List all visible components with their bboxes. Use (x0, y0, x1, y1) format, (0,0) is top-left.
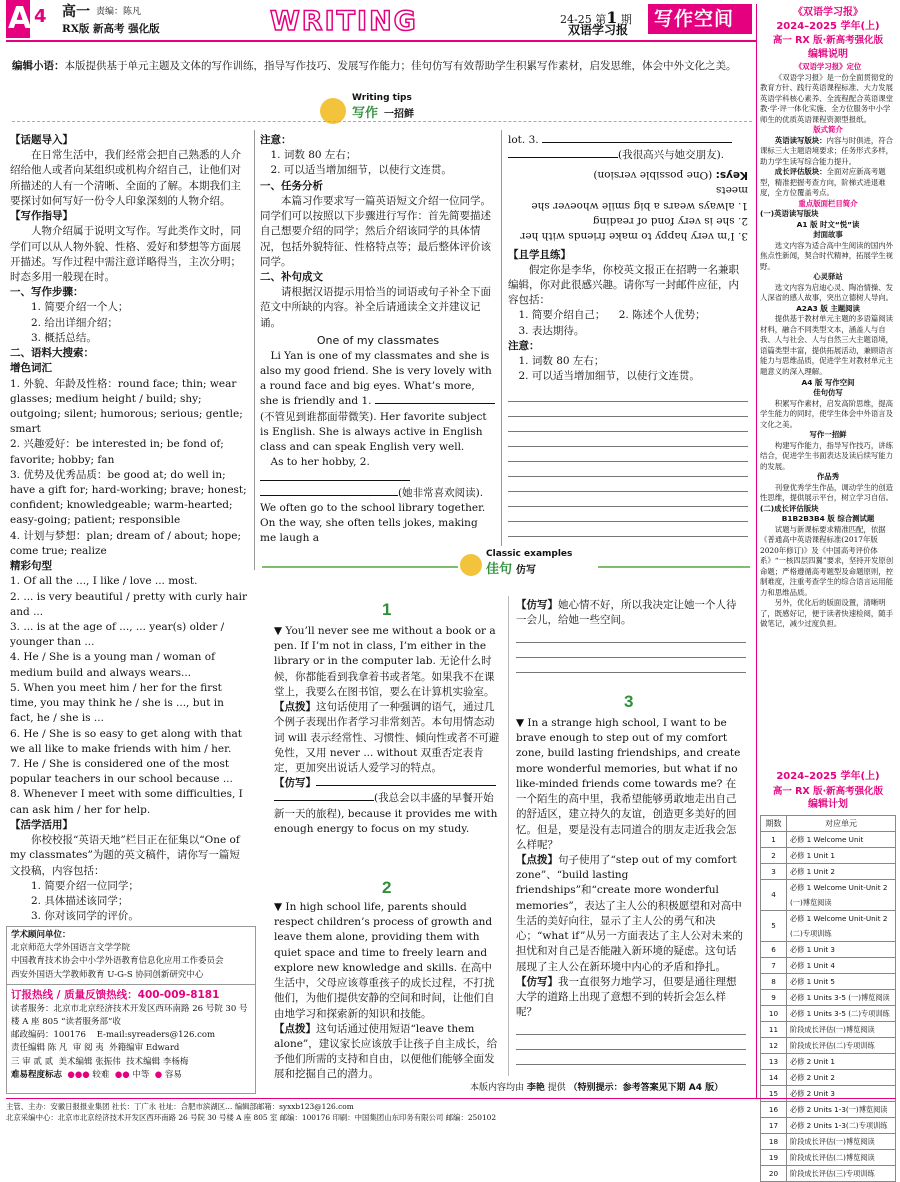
plan-unit: 必修 2 Unit 2 (787, 1069, 896, 1085)
footer-line-2: 北京采编中心：北京市北京经济技术开发区西环南路 26 号院 30 号楼 A 座 805 室 邮编：100176 印刷：中国集团山东印务有限公司 邮编：250102 (6, 1113, 497, 1123)
advisor-3: 西安外国语大学教师教育 U-G-S 协同创新研究中心 (11, 969, 204, 980)
plan-table-row (761, 831, 896, 847)
plan-issue-number: 2 (761, 847, 787, 863)
vocab-heading: 二、语料大搜索： (10, 347, 94, 360)
keys-note: (One possible version) (593, 169, 713, 182)
plan-issue-number: 11 (761, 1021, 787, 1037)
model-d: . We often go to the school library together. On the way, she often tells jokes, making me laugh a (260, 486, 486, 545)
key-1: 1. always wears a big smile whoever she meets (531, 184, 748, 213)
difficulty-easy-icon: ● (154, 1069, 163, 1080)
b-text: 试题与新课标要求精准匹配，依据《普通高中英语课程标准(2017年版2020年修订)》及《中国高考评价体系》“一核四层四翼”要求，坚持开发原创命题；严格遵循高考题型及命题原则，控制难度，注重考查学生的综合语言运用能力和思维品质。 (760, 524, 894, 597)
staff-name: 李杨梅 (162, 1056, 189, 1067)
position-text: 《双语学习报》是一份全面贯彻党的教育方针、践行英语课程标准、大力发展英语学科核心素养、全流程配合英语课堂教·学·评一体化实施、全方位服务中小学师生的优质英语课程资源型报纸。 (760, 72, 894, 124)
model-c: As to her hobby, 2. (270, 456, 370, 469)
practice-note-1: 1. 词数 80 左右； (518, 355, 605, 368)
plan-table-row (761, 879, 896, 910)
writing-line[interactable] (508, 462, 748, 477)
imit-2-label: 【仿写】 (516, 599, 558, 611)
difficulty-label: 难易程度标志 (11, 1069, 63, 1080)
note-heading: 注意： (260, 134, 292, 146)
keys-line (508, 167, 748, 182)
writing-title: WRITING (270, 6, 418, 37)
plan-unit: 阶段成长评估(二)专项训练 (787, 1037, 896, 1053)
example-1 (274, 624, 500, 837)
editor-note-label: 编辑小语： (12, 60, 65, 72)
section-2-heading: (二)成长评估版块 (760, 503, 819, 513)
writing-line[interactable] (508, 387, 748, 402)
issue-number: 1 (606, 8, 618, 27)
section-title: 写作空间 (654, 8, 735, 30)
difficulty-row (11, 1069, 251, 1082)
column-1 (10, 133, 250, 924)
dept-2-text: 全面对应新高考题型，精准把握考查方向，阶梯式进退难度，全方位覆盖考点。 (760, 167, 886, 198)
model-cont (508, 133, 748, 148)
writing-line[interactable] (508, 522, 748, 537)
plan-table-row (761, 1053, 896, 1069)
step-3: 3. 概括总结。 (31, 331, 97, 344)
staff-role: 外籍编审 (109, 1043, 144, 1054)
difficulty-hard-icon: ●●● (67, 1069, 90, 1080)
writing-line[interactable] (508, 477, 748, 492)
plan-unit: 必修 1 Unit 5 (787, 973, 896, 989)
a23-text: 提供基于教材单元主题的多语篇阅读材料，融合不同类型文本，涵盖人与自我、人与社会、人与自然三大主题语境，语篇类型丰富，提供拓展活动，兼顾语言能力与思维品质，促进学生对教材单元主题意义的深入理解。 (760, 314, 894, 376)
example-2-body: In high school life, parents should respect children’s process of growth and leave them alone, providing them with quiet space and time to freely learn and explore new knowledge and skills. 在高中生活中，父母应该尊重孩子的成长过程，不打扰他们，为他们提供安静的空间和时间，让他们自由地学习和探索新的知识和技能。 (274, 901, 495, 1020)
footer (6, 1098, 896, 1123)
advisors-heading: 学术顾问单位： (11, 930, 71, 940)
staff-row-1 (11, 1042, 251, 1055)
hotline: 订报热线 / 质量反馈热线：400-009-8181 (11, 988, 220, 1001)
dept-1-text: 内容与时俱进，符合课标三大主题语境要求；任务形式多样，助力学生读写综合能力提升。 (760, 135, 894, 166)
example-3 (516, 716, 746, 1065)
topic-text: 在日常生活中，我们经常会把自己熟悉的人介绍给他人或者向某组织或机构介绍自己，让他们对所描述的人有一个清晰、全面的了解。本期我们主要探讨如何写好一份令人印象深刻的人物介绍。 (10, 149, 241, 207)
tip-3-label: 【点拨】 (516, 853, 558, 866)
vocab-3: 3. 优势及优秀品质：be good at; do well in; have a gift for; hard-working; brave; honest; confident; knowledgeable; warm-hearted; easy-going; patient; responsible (10, 468, 247, 527)
task-heading: 一、任务分析 (260, 179, 323, 192)
plan-issue-number: 20 (761, 1165, 787, 1181)
plan-title-3: 编辑计划 (808, 799, 848, 811)
grade-label: 高一 (62, 4, 90, 20)
columns-heading: 重点版面栏目简介 (798, 198, 858, 208)
vocab-2: 2. 兴趣爱好：be interested in; be fond of; favorite; hobby; fan (10, 438, 224, 466)
practice-heading: 【且学且练】 (508, 248, 571, 261)
plan-unit: 必修 2 Unit 1 (787, 1053, 896, 1069)
plan-col-unit: 对应单元 (787, 815, 896, 831)
example-3-text: ▼ In a strange high school, I want to be brave enough to step out of my comfort zone, build lasting friendships, and create more wonderful memories, but what if no like-minded friends come towards me? 在一个陌生的高中里，我希望能够勇敢地走出自己的舒适区，建立持久的友谊，创造更多美好的回忆。但是，要是没有志同道合的朋友走近我会怎么样呢？ (516, 717, 741, 851)
sentence-4: 4. He / She is a young man / woman of medium build and always wears... (10, 651, 215, 679)
difficulty-medium-icon: ●● (114, 1069, 130, 1080)
sidebar-title-4: 编辑说明 (808, 48, 848, 60)
plan-table-header (761, 815, 896, 831)
column-2 (260, 133, 496, 547)
sentence-7: 7. He / She is considered one of the most popular teachers in our school because ... (10, 757, 233, 786)
sidebar-divider (756, 4, 757, 1098)
imit-2-line[interactable] (516, 658, 746, 673)
practice-text: 假定你是李华，你校英文报正在招聘一名兼职编辑，你对此很感兴趣。请你写一封邮件应征，内容包括： (508, 263, 739, 307)
plan-table-row (761, 957, 896, 973)
issue-prefix: 24-25 第 (560, 13, 607, 26)
task-text: 本篇习作要求写一篇英语短文介绍一位同学。同学们可以按照以下步骤进行写作：首先简要描述自己想要介绍的同学；然后介绍该同学的具体情况，包括外貌特征、性格特点等；最后整体评价该同学。 (260, 194, 491, 268)
key-2: 2. she is very fond of reading (592, 215, 748, 228)
writing-line[interactable] (508, 447, 748, 462)
classic-cn1: 佳句 (486, 562, 513, 577)
plan-issue-number: 3 (761, 863, 787, 879)
plan-issue-number: 14 (761, 1069, 787, 1085)
sentence-heading: 精彩句型 (10, 560, 52, 573)
paper-name: 双语学习报 (568, 23, 629, 37)
classic-en: Classic examples (486, 549, 573, 559)
imit-3-label: 【仿写】 (516, 975, 558, 988)
topic-heading: 【话题导入】 (10, 134, 73, 146)
section-1-heading: (一)英语读写版块 (760, 209, 819, 219)
guide-heading: 【写作指导】 (10, 210, 73, 223)
credit-text: 本版内容均由 (470, 1083, 525, 1093)
example-number-1: 1 (382, 600, 392, 619)
plan-table-row (761, 1005, 896, 1021)
key-3: 3. I’m very happy to make friends with her (520, 230, 748, 243)
staff-row-2 (11, 1056, 251, 1069)
blank-3b[interactable] (508, 148, 618, 158)
plan-unit: 阶段成长评估(二)博览阅读 (787, 1149, 896, 1165)
divider-1 (254, 130, 255, 570)
credit-note: （特别提示：参考答案见下期 A4 版） (568, 1083, 724, 1093)
tip-2-label: 【点拨】 (274, 1022, 316, 1035)
imit-1-tail: , because it provides me with enough energy to focus on my study. (274, 807, 498, 835)
plan-issue-number: 7 (761, 957, 787, 973)
plan-issue-number: 13 (761, 1053, 787, 1069)
editor-label: 责编：陈凡 (96, 7, 142, 17)
example-1-imitate-2 (274, 791, 500, 837)
example-1-tip (274, 700, 500, 776)
writing-lines[interactable] (508, 387, 748, 537)
column-3 (508, 133, 748, 537)
example-3-body: In a strange high school, I want to be brave enough to step out of my comfort zone, build lasting friendships, and create more wonderful memories, but what if no like-minded friends come towards me? 在一个陌生的高中里，我希望能够勇敢地走出自己的舒适区，建立持久的友谊，创造更多美好的回忆。但是，要是没有志同道合的朋友走近我会怎么样呢？ (516, 717, 741, 851)
tips-en: Writing tips (352, 93, 412, 103)
sidebar-title-2: 2024–2025 学年(上) (776, 21, 880, 33)
a4-text-3: 刊登优秀学生作品，调动学生的创造性思维，提供展示平台，树立学习自信。 (760, 482, 894, 503)
tips-cn1: 写作 (352, 106, 379, 121)
plan-table-row (761, 847, 896, 863)
a1-sub-2: 心灵驿站 (813, 272, 843, 282)
zip: 邮政编码：100176 (11, 1030, 86, 1041)
plan-issue-number: 19 (761, 1149, 787, 1165)
advisors-box (6, 926, 256, 1094)
issue-unit: 期 (620, 13, 632, 26)
plan-issue-number: 16 (761, 1101, 787, 1117)
difficulty-medium: 中等 (132, 1069, 150, 1080)
hint-3: (我很高兴与她交朋友). (618, 149, 725, 162)
banner-rule (12, 121, 752, 122)
steps-heading: 一、写作步骤： (10, 286, 84, 299)
apply-heading: 【活学活用】 (10, 818, 73, 831)
plan-issue-number: 1 (761, 831, 787, 847)
model-para-c (260, 455, 496, 485)
staff-role: 审 阅 (72, 1043, 93, 1054)
writing-tips-banner (320, 92, 470, 128)
difficulty-easy: 容易 (164, 1069, 182, 1080)
imit-1-hint: (我总会以丰盛的早餐开始新一天的旅程) (274, 792, 494, 820)
example-1-imitate (274, 776, 500, 791)
plan-unit: 阶段成长评估(一)博览阅读 (787, 1021, 896, 1037)
model-a: Li Yan is one of my classmates and she is also my good friend. She is very lovely with a round face and big eyes. What’s more, she is friendly and 1. (260, 349, 492, 408)
example-3-tip (516, 853, 746, 975)
plan-issue-number: 5 (761, 910, 787, 941)
sidebar-title-3: 高一 RX 版·新高考强化版 (772, 35, 884, 47)
example-1-text: ▼ You’ll never see me without a book or a pen. If I’m not in class, I’m either in the library or in the computer lab. 无论什么时候，你都能看到我拿着书或者笔。如果我不在课堂上，我要么在图书馆，要么在计算机实验室。 (274, 625, 496, 698)
model-cont-text: lot. 3. (508, 134, 539, 146)
practice-item-2: 2. 陈述个人优势； (618, 309, 706, 322)
sentence-2: 2. ... is very beautiful / pretty with curly hair and ... (10, 590, 247, 618)
sentence-5: 5. When you meet him / her for the first time, you may think he / she is ..., but in fact, he / she is ... (10, 681, 224, 725)
header-rule (6, 40, 756, 42)
example-2-text: ▼ In high school life, parents should respect children’s process of growth and leave them alone, providing them with quiet space and time to freely learn and explore new knowledge and skills. 在高中生活中，父母应该尊重孩子的成长过程，不打扰他们，为他们提供安静的空间和时间，让他们自由地学习和探索新的知识和技能。 (274, 901, 495, 1020)
sentence-6: 6. He / She is so easy to get along with that we all like to make friends with him / her. (10, 727, 242, 755)
staff-name: 张振伟 (95, 1056, 121, 1067)
plan-issue-number: 4 (761, 879, 787, 910)
service-address: 读者服务：北京市北京经济技术开发区西环南路 26 号院 30 号楼 A 座 805 “读者服务部”收 (11, 1003, 248, 1028)
plan-issue-number: 18 (761, 1133, 787, 1149)
apply-text: 你校校报“英语天地”栏目正在征集以“One of my classmates”为题的英文稿件，请你写一篇短文投稿，内容包括： (10, 834, 240, 877)
plan-unit: 必修 1 Units 3-5 (一)博览阅读 (787, 989, 896, 1005)
plan-unit: 必修 1 Unit 4 (787, 957, 896, 973)
page-number: 4 (34, 6, 47, 27)
model-title: One of my classmates (316, 333, 440, 347)
plan-table-row (761, 1133, 896, 1149)
blank-2b[interactable] (260, 486, 398, 496)
tip-1-text: 这句话使用了一种强调的语气，通过几个例子表现出作者学习非常刻苦。本句用情态动词 will 表示经常性、习惯性、倾向性或者不可避免性，又用 never ... without 双重否定表肯定，更加突出说话人爱学习的特点。 (274, 701, 500, 774)
imit-1-blank-2[interactable] (274, 791, 374, 801)
plan-unit: 必修 1 Units 3-5 (二)专项训练 (787, 1005, 896, 1021)
plan-unit: 必修 2 Unit 3 (787, 1085, 896, 1101)
plan-unit: 必修 1 Unit 2 (787, 863, 896, 879)
plan-title-2: 高一 RX 版·新高考强化版 (772, 785, 884, 797)
plan-unit: 必修 1 Unit 3 (787, 941, 896, 957)
example-number-3: 3 (624, 692, 634, 711)
advisor-1: 北京师范大学外国语言文学学院 (11, 943, 131, 954)
model-para-b (260, 410, 496, 456)
staff-name: 陈 凡 (47, 1043, 68, 1054)
a4-sub: 佳句仿写 (813, 388, 843, 398)
advisor-2: 中国教育技术协会中小学外语教育信息化应用工作委员会 (11, 956, 224, 967)
plan-table-row (761, 973, 896, 989)
sentence-8: 8. Whenever I meet with some difficulties, I can ask him / her for help. (10, 788, 243, 816)
hint-2: (她非常喜欢阅读) (398, 486, 480, 499)
apply-item-3: 3. 你对该同学的评价。 (31, 910, 139, 923)
plan-unit: 必修 1 Welcome Unit-Unit 2 (二)专项训练 (787, 910, 896, 941)
plan-issue-number: 9 (761, 989, 787, 1005)
plan-table-row (761, 1165, 896, 1181)
staff-role: 美术编辑 (58, 1056, 93, 1067)
plan-table-row (761, 1149, 896, 1165)
dept-2-label: 成长评估版块： (774, 167, 827, 177)
tip-2-text: 这句话通过使用短语“leave them alone”，建议家长应该放手让孩子自主成长，给予他们所需的支持和自由，以便他们能够全面发展和挖掘自己的潜力。 (274, 1022, 498, 1081)
note-2: 2. 可以适当增加细节，以使行文连贯。 (270, 164, 452, 177)
model-b: . Her favorite subject is English. She is always active in English class and can speak English very well. (260, 410, 487, 454)
staff-name: 贰 贰 (33, 1056, 54, 1067)
staff-name: 夷 (95, 1043, 104, 1054)
a1-text: 选文内容为适合高中生阅读的国内外焦点性新闻，契合时代精神，拓展学生视野。 (760, 240, 894, 271)
plan-unit: 必修 1 Welcome Unit-Unit 2 (一)博览阅读 (787, 879, 896, 910)
vocab-1: 1. 外貌、年龄及性格：round face; thin; wear glasses; medium height / build; shy; outgoing; silent; humorous; serious; gentle; smart (10, 377, 243, 436)
position-heading: 《双语学习报》定位 (794, 62, 862, 72)
footer-line-1: 主管、主办：安徽日报报业集团 社长：丁广永 社址：合肥市滨湖区… 编辑部邮箱：syxxb123@126.com (6, 1102, 354, 1111)
vocab-subheading: 增色词汇 (10, 362, 52, 375)
imit-3-line[interactable] (516, 1035, 746, 1050)
plan-unit: 必修 2 Units 1-3(一)博览阅读 (787, 1101, 896, 1117)
plan-issue-number: 6 (761, 941, 787, 957)
plan-table-row (761, 1037, 896, 1053)
dept-1-label: 英语读写版块： (774, 135, 827, 145)
page-letter-text: A (8, 1, 32, 36)
plan-table-row (761, 941, 896, 957)
editor-note (12, 58, 752, 74)
credit-name: 李艳 (526, 1083, 545, 1093)
plan-table-body (761, 831, 896, 1181)
sentence-1: 1. Of all the ..., I like / love ... most. (10, 575, 198, 588)
plan-unit: 必修 1 Welcome Unit (787, 831, 896, 847)
practice-item-3: 3. 表达期待。 (518, 324, 585, 337)
staff-role: 责任编辑 (11, 1043, 46, 1054)
a4-text: 积累写作素材，启发高阶思维，提高学生能力的同时，使学生体会中外语言及文化之美。 (760, 398, 894, 429)
example-number-2: 2 (382, 878, 392, 897)
example-2-tip (274, 1022, 500, 1083)
dept-1 (760, 136, 896, 168)
step-1: 1. 简要介绍一个人； (31, 301, 129, 314)
plan-unit: 阶段成长评估(一)博览阅读 (787, 1133, 896, 1149)
writing-line[interactable] (508, 492, 748, 507)
imit-3-line[interactable] (516, 1050, 746, 1065)
a4-text-2: 构建写作能力，指导写作技巧，讲练结合，促进学生书面表达及读后续写能力的发展。 (760, 440, 894, 471)
sidebar (760, 6, 896, 630)
practice-item-1: 1. 简要介绍自己； (518, 309, 606, 322)
sentence-3: 3. ... is at the age of ..., ... year(s) older / younger than ... (10, 621, 225, 649)
imit-3-line[interactable] (516, 1020, 746, 1035)
a1-heading: A1 版 时文“悦”读 (796, 219, 860, 229)
a23-heading: A2A3 版 主题阅读 (796, 303, 860, 313)
blank-1[interactable] (375, 394, 495, 404)
plan-table-row (761, 863, 896, 879)
plan-unit: 必修 2 Units 1-3(二)专项训练 (787, 1117, 896, 1133)
writing-line[interactable] (508, 507, 748, 522)
email: E-mail:syreaders@126.com (96, 1030, 216, 1041)
plan-col-issue: 期数 (761, 815, 787, 831)
b-text-2: 另外，优化后的版面设置，清晰明了，既感好记，便于读者快速检阅，随手做笔记，减少过度负担。 (760, 598, 894, 629)
tips-cn2: 一招鲜 (384, 109, 414, 120)
plan-issue-number: 8 (761, 973, 787, 989)
imit-3-text: 我一直很努力地学习，但要是通往理想大学的道路上出现了意想不到的转折会怎么样呢？ (516, 975, 737, 1019)
example-2 (274, 900, 500, 1083)
model-para-d (260, 486, 496, 547)
model-para-a (260, 349, 496, 410)
plan-table-row (761, 1021, 896, 1037)
a4-sub-2: 写作一招鲜 (809, 430, 847, 440)
apply-item-1: 1. 简要介绍一位同学； (31, 879, 139, 892)
staff-name: Edward (145, 1043, 180, 1054)
staff-role: 技术编辑 (126, 1056, 161, 1067)
dept-2 (760, 167, 896, 199)
classic-cn2: 仿写 (516, 565, 536, 576)
practice-items-row (508, 308, 748, 323)
imit-2-line[interactable] (516, 643, 746, 658)
tip-1-label: 【点拨】 (274, 701, 316, 714)
bulb-icon (460, 554, 482, 576)
example-2-imitate (516, 598, 746, 628)
blank-3[interactable] (542, 133, 732, 143)
imit-2-text: 她心情不好，所以我决定让她一个人待一会儿，给她一些空间。 (516, 599, 737, 627)
plan-table-row (761, 910, 896, 941)
zip-email-row (11, 1029, 251, 1042)
a1-sub: 封面故事 (813, 230, 843, 240)
blank-2[interactable] (260, 471, 410, 481)
writing-line[interactable] (508, 417, 748, 432)
step-2: 2. 给出详细介绍； (31, 316, 118, 329)
complete-heading: 二、补句成文 (260, 270, 323, 283)
note-1: 1. 词数 80 左右； (270, 149, 357, 162)
classic-banner (458, 546, 598, 586)
divider-2 (501, 130, 502, 570)
a4-heading: A4 版 写作空间 (801, 377, 855, 387)
plan-issue-number: 15 (761, 1085, 787, 1101)
tip-3-text: 句子使用了“step out of my comfort zone”、“build lasting friendships”和“create more wonderful memories”，表达了主人公的积极愿望和对高中生活的美好向往，显示了主人公的勇气和决心；“what if”从另一方面表达了主人公对未来的担忧和对自己是否能融入新环境的疑虑。这句话展现了主人公在新环境中内心的矛盾和挣扎。 (516, 853, 743, 973)
vocab-4: 4. 计划与梦想：plan; dream of / about; hope; come true; realize (10, 529, 241, 557)
practice-note-heading: 注意： (508, 339, 540, 352)
plan-table-row (761, 1069, 896, 1085)
plan-table (760, 815, 896, 1182)
sidebar-title-1: 《双语学习报》 (793, 7, 863, 18)
credit-tail: 提供 (547, 1083, 566, 1093)
writing-line[interactable] (508, 432, 748, 447)
staff-role: 三 审 (11, 1056, 31, 1067)
keys-label: Keys: (715, 169, 748, 182)
a1-text-2: 选文内容为启迪心灵、陶冶情操、发人深省的感人故事，突出立德树人导向。 (760, 282, 894, 303)
practice-note-2: 2. 可以适当增加细节，以使行文连贯。 (518, 370, 700, 383)
keys-block (508, 167, 748, 243)
plan-table-row (761, 989, 896, 1005)
credit-line (470, 1082, 750, 1095)
example-3-imitate (516, 975, 746, 1021)
apply-item-2: 2. 具体描述该同学； (31, 894, 129, 907)
b-heading: B1B2B3B4 版 综合测试题 (781, 514, 875, 524)
example-1-body: You’ll never see me without a book or a pen. If I’m not in class, I’m either in the library or in the computer lab. 无论什么时候，你都能看到我拿着书或者笔。如果我不在课堂上，我要么在图书馆，要么在计算机实验室。 (274, 625, 496, 698)
plan-issue-number: 12 (761, 1037, 787, 1053)
difficulty-hard: 较难 (92, 1069, 110, 1080)
dept-heading: 版式简介 (813, 125, 843, 135)
plan-title-1: 2024–2025 学年(上) (776, 771, 880, 782)
imit-1-label: 【仿写】 (274, 777, 316, 790)
plan-unit: 必修 1 Unit 1 (787, 847, 896, 863)
plan-issue-number: 10 (761, 1005, 787, 1021)
plan-issue-number: 17 (761, 1117, 787, 1133)
hint-1: (不管见到谁都面带微笑) (260, 410, 374, 423)
imit-1-blank[interactable] (316, 776, 496, 786)
example-2-cont (516, 598, 746, 673)
complete-text: 请根据汉语提示用恰当的词语或句子补全下面范文中所缺的内容。补全后请通读全文并建议记诵。 (260, 286, 491, 329)
plan-unit: 阶段成长评估(三)专项训练 (787, 1165, 896, 1181)
divider-examples (508, 596, 509, 1076)
editor-note-text: 本版提供基于单元主题及文体的写作训练，指导写作技巧、发展写作能力；佳句仿写有效帮助学生积累写作素材，启发思维，体会中外文化之美。 (64, 60, 737, 72)
guide-text: 人物介绍属于说明文写作。写此类作文时，同学们可以从人物外貌、性格、爱好和梦想等方面展开描述。写作过程中需注意详略得当，主次分明；时态多用一般现在时。 (10, 225, 241, 283)
model-cont-2 (508, 148, 748, 163)
edition-label: RX版 新高考 强化版 (62, 23, 160, 35)
a4-sub-3: 作品秀 (816, 472, 840, 482)
imit-2-line[interactable] (516, 628, 746, 643)
writing-line[interactable] (508, 402, 748, 417)
